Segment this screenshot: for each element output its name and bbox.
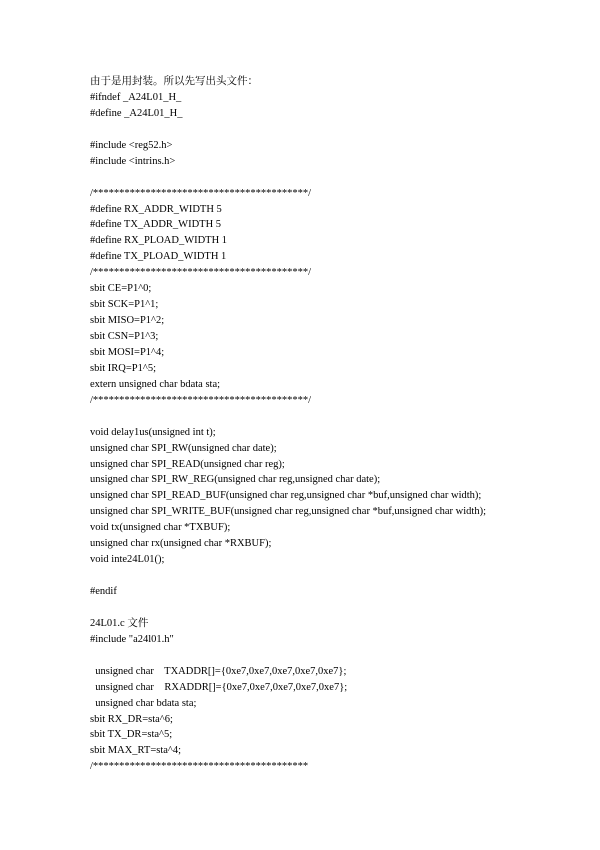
- code-line: unsigned char SPI_READ_BUF(unsigned char reg,unsigned char *buf,unsigned char width);: [90, 490, 482, 502]
- blank-line: [90, 568, 590, 584]
- code-line: 24L01.c 文件: [90, 617, 149, 629]
- code-line: sbit RX_DR=sta^6;: [90, 713, 173, 725]
- code-line: #define RX_PLOAD_WIDTH 1: [90, 235, 228, 247]
- code-line: unsigned char SPI_RW_REG(unsigned char reg,unsigned char date);: [90, 474, 381, 486]
- code-line: unsigned char SPI_READ(unsigned char reg);: [90, 458, 285, 470]
- code-line: unsigned char RXADDR[]={0xe7,0xe7,0xe7,0xe7,0xe7};: [90, 681, 348, 693]
- code-line: #include <intrins.h>: [90, 155, 176, 167]
- code-line: sbit MISO=P1^2;: [90, 315, 165, 327]
- code-line: void inte24L01();: [90, 554, 165, 566]
- code-line: 由于是用封装。所以先写出头文件：: [90, 76, 258, 87]
- code-line: #ifndef _A24L01_H_: [90, 91, 182, 103]
- code-line: unsigned char rx(unsigned char *RXBUF);: [90, 538, 272, 550]
- blank-line: [90, 170, 590, 186]
- code-listing: [90, 74, 590, 775]
- code-line: /*****************************************/: [90, 187, 312, 199]
- code-line: void tx(unsigned char *TXBUF);: [90, 522, 231, 534]
- code-line: #define _A24L01_H_: [90, 107, 183, 119]
- code-line: #define TX_ADDR_WIDTH 5: [90, 219, 222, 231]
- code-line: unsigned char bdata sta;: [90, 697, 197, 709]
- code-line: /*****************************************: [90, 761, 309, 773]
- code-line: sbit IRQ=P1^5;: [90, 362, 156, 374]
- code-line: #include <reg52.h>: [90, 139, 173, 151]
- blank-line: [90, 600, 590, 616]
- code-line: /*****************************************/: [90, 394, 312, 406]
- blank-line: [90, 409, 590, 425]
- code-line: sbit CE=P1^0;: [90, 283, 152, 295]
- code-line: #include "a24l01.h": [90, 633, 174, 645]
- code-line: unsigned char SPI_WRITE_BUF(unsigned char reg,unsigned char *buf,unsigned char width);: [90, 506, 486, 518]
- blank-line: [90, 122, 590, 138]
- code-line: sbit SCK=P1^1;: [90, 299, 159, 311]
- code-line: #define RX_ADDR_WIDTH 5: [90, 203, 222, 215]
- code-line: sbit CSN=P1^3;: [90, 331, 159, 342]
- code-line: #define TX_PLOAD_WIDTH 1: [90, 251, 227, 263]
- code-line: /*****************************************/: [90, 267, 312, 279]
- blank-line: [90, 648, 590, 664]
- code-line: sbit MAX_RT=sta^4;: [90, 745, 182, 757]
- code-line: sbit MOSI=P1^4;: [90, 346, 165, 358]
- code-line: extern unsigned char bdata sta;: [90, 378, 221, 390]
- code-line: void delay1us(unsigned int t);: [90, 426, 216, 438]
- code-line: #endif: [90, 586, 117, 597]
- code-line: sbit TX_DR=sta^5;: [90, 729, 173, 741]
- code-line: unsigned char SPI_RW(unsigned char date);: [90, 442, 277, 454]
- code-line: unsigned char TXADDR[]={0xe7,0xe7,0xe7,0xe7,0xe7};: [90, 665, 347, 677]
